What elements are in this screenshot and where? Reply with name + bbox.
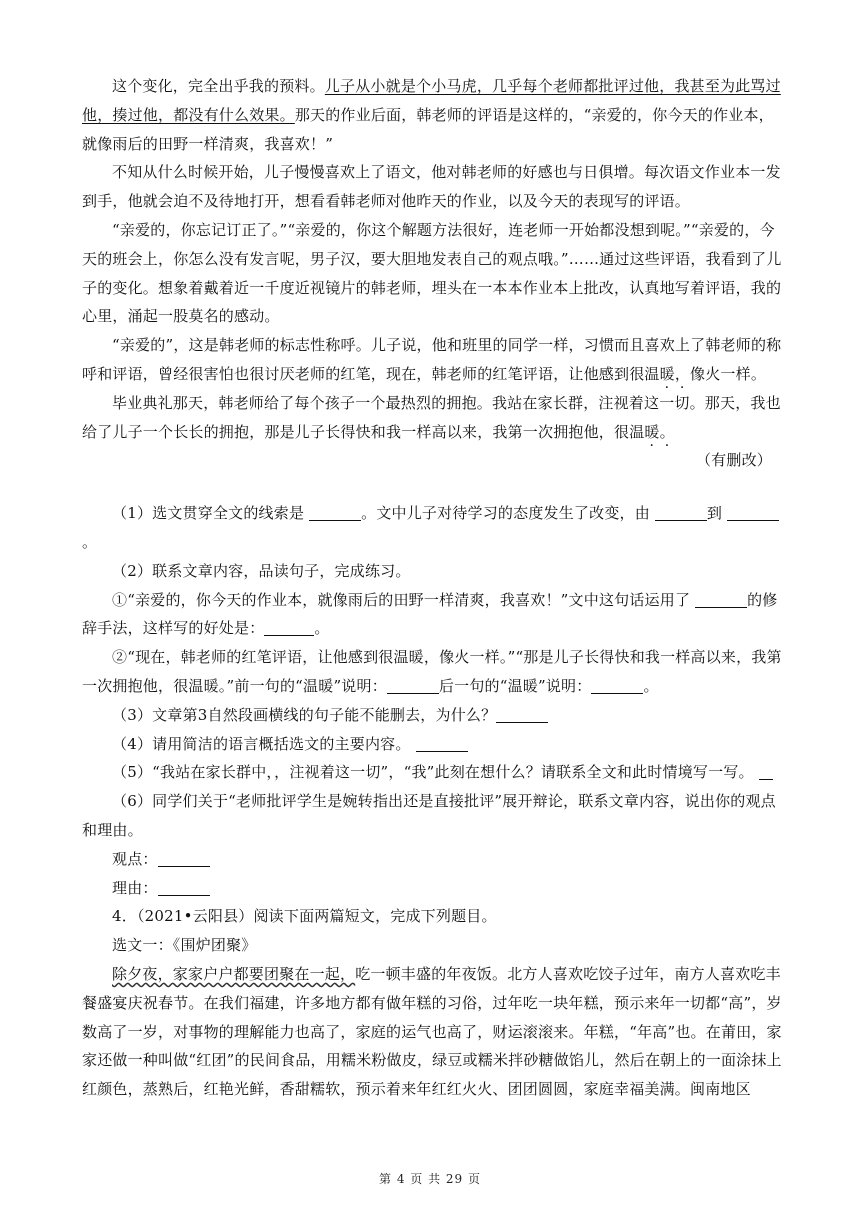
question-2: （2）联系文章内容，品读句子，完成练习。	[112, 561, 411, 580]
passage-paragraph-2: 不知从什么时候开始，儿子慢慢喜欢上了语文，他对韩老师的好感也与日俱增。每次语文作业本一发到手，他就会迫不及待地打开，想看看韩老师对他昨天的作业，以及今天的表现写的评语。	[82, 163, 781, 211]
question-3	[82, 701, 782, 730]
p4-text-b: ，像火一样。	[674, 364, 767, 383]
p5-dotted-char-1: 温	[629, 422, 645, 441]
answer-blank[interactable]	[416, 735, 468, 752]
q2-1-text-a: ①“亲爱的，你今天的作业本，就像雨后的田野一样清爽，我喜欢！”文中这句话运用了	[112, 590, 696, 609]
q2-2-text-a: ②“现在，韩老师的红笔评语，让他感到很温暖，像火一样。”“那是儿子长得快和我一样高以来，我第一次拥抱他，很温暖。”前一句的“温暖”说明：	[82, 648, 782, 695]
p5-text-a: 毕业典礼那天，韩老师给了每个孩子一个最热烈的拥抱。我站在家长群，注视着这一切。那天，我也给了儿子一个长长的拥抱，那是儿子长得快和我一样高以来，我第一次拥抱他，很	[82, 393, 781, 441]
p4-text-a: “亲爱的”，这是韩老师的标志性称呼。儿子说，他和班里的同学一样，习惯而且喜欢上了韩老师的称呼和评语，曾经很害怕也很讨厌老师的红笔，现在，韩老师的红笔评语，让他感到很	[82, 336, 782, 383]
p4-dotted-char-1: 温	[644, 364, 660, 383]
p4-dotted-char-2: 暖	[659, 364, 675, 383]
answer-blank[interactable]	[309, 504, 361, 521]
answer-blank[interactable]	[695, 591, 747, 608]
answer-blank[interactable]	[727, 504, 779, 521]
selection-1-paragraph	[82, 960, 782, 1104]
p1-underlined-sentence: 儿子从小就是个小马虎，几乎每个老师都批评过他，我甚至为此骂过他，揍过他，都没有什么效果。	[82, 77, 781, 124]
p5-text-b: 。	[659, 422, 675, 441]
question-1	[82, 499, 782, 557]
question-4	[82, 730, 782, 759]
passage-paragraph-5	[82, 389, 782, 447]
q5-text: （5）“我站在家长群中，，注视着这一切”，“我”此刻在想什么？请联系全文和此时情境写一写。	[112, 763, 759, 782]
passage-paragraph-1	[82, 72, 782, 158]
q1-text-d: 。	[82, 532, 98, 551]
answer-blank[interactable]	[158, 850, 210, 867]
q1-text-c: 到	[706, 504, 728, 523]
page-content	[82, 72, 782, 1104]
p5-dotted-char-2: 暖	[644, 422, 660, 441]
q4-text: （4）请用简洁的语言概括选文的主要内容。	[112, 734, 416, 753]
question-2-1	[82, 586, 782, 644]
question-6: （6）同学们关于“老师批评学生是婉转指出还是直接批评”展开辩论，联系文章内容，说出你的观点和理由。	[82, 792, 776, 839]
answer-blank[interactable]	[264, 619, 314, 636]
answer-blank[interactable]	[655, 504, 707, 521]
answer-blank[interactable]	[591, 677, 643, 694]
q2-1-text-b: 的修辞手法，这样写的好处是：	[82, 590, 778, 638]
section-gap	[82, 475, 782, 499]
q2-2-text-b: 后一句的“温暖”说明：	[438, 676, 592, 695]
source-note: （有删改）	[695, 451, 772, 470]
q2-2-text-c: 。	[643, 676, 659, 695]
question-4-header: 4．（2021•云阳县）阅读下面两篇短文，完成下列题目。	[112, 907, 497, 926]
answer-blank[interactable]	[496, 706, 548, 723]
q3-text: （3）文章第3自然段画横线的句子能不能删去，为什么？	[112, 705, 497, 724]
q1-text-a: （1）选文贯穿全文的线索是	[112, 504, 310, 523]
p1-text-a: 这个变化，完全出乎我的预料。	[112, 77, 325, 95]
q2-1-text-c: 。	[314, 619, 330, 638]
viewpoint-line	[82, 845, 782, 874]
question-2-2	[82, 643, 782, 701]
p1-text-c: 那天的作业后面，韩老师的评语是这样的，“亲爱的，你今天的作业本，就像雨后的田野一样清爽，我喜欢！”	[82, 105, 774, 153]
passage-paragraph-4	[82, 331, 782, 389]
answer-blank[interactable]	[387, 677, 439, 694]
page-footer: 第 4 页 共 29 页	[379, 1172, 481, 1186]
viewpoint-label: 观点：	[112, 849, 158, 868]
selection-1-title: 选文一：《围炉团聚》	[112, 936, 257, 955]
passage-paragraph-3: “亲爱的，你忘记订正了。”“亲爱的，你这个解题方法很好，连老师一开始都没想到呢。”“亲爱的，今天的班会上，你怎么没有发言呢，男子汉，要大胆地发表自己的观点哦。”……通过这些评语，我看到了儿子的变化。想象着戴着近一千度近视镜片的韩老师，埋头在一本本作业本上批改，认真地写着评语，我的心里，涌起一股莫名的感动。	[82, 220, 782, 326]
reason-label: 理由：	[112, 878, 158, 897]
reason-line	[82, 874, 782, 903]
q1-text-b: 。文中儿子对待学习的态度发生了改变，由	[361, 504, 655, 523]
answer-blank[interactable]	[759, 763, 773, 780]
selection-1-text: 吃一顿丰盛的年夜饭。北方人喜欢吃饺子过年，南方人喜欢吃丰餐盛宴庆祝春节。在我们福建，许多地方都有做年糕的习俗，过年吃一块年糕，预示来年一切都“高”，岁数高了一岁，对事物的理解能力也高了，家庭的运气也高了，财运滚滚来。年糕，“年高”也。在莆田，家家还做一种叫做“红团”的民间食品，用糯米粉做皮，绿豆或糯米拌砂糖做馅儿，然后在朝上的一面涂抹上红颜色，蒸熟后，红艳光鲜，香甜糯软，预示着来年红红火火、团团圆圆，家庭幸福美满。闽南地区	[82, 964, 782, 1099]
question-5	[82, 758, 782, 787]
wavy-underlined-phrase: 除夕夜，家家户户都要团聚在一起，	[112, 964, 356, 983]
answer-blank[interactable]	[158, 879, 210, 896]
